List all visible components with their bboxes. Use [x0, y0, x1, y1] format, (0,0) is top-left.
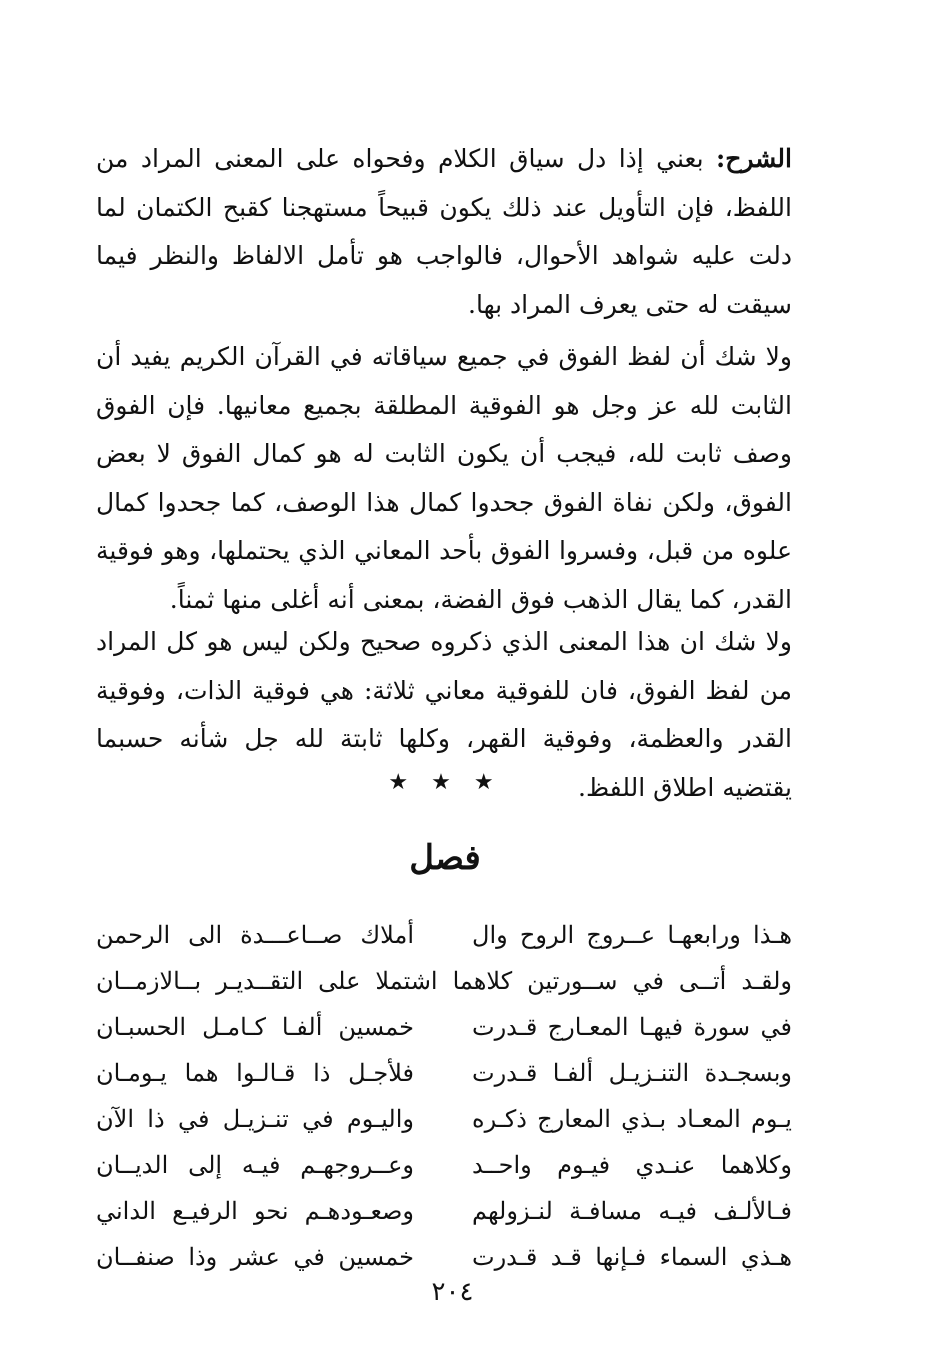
commentary-lead-word: الشرح: — [715, 144, 792, 173]
commentary-paragraph-1-text: بعني إذا دل سياق الكلام وفحواه على المعنى المراد من اللفظ، فإن التأويل عند ذلك يكون قبيحاً مستهجنا كقبح الكتمان لما دلت عليه شواهد الأحوال، فالواجب هو تأمل الالفاظ والنظر فيما سيقت له حتى يعرف المراد بها. — [96, 144, 792, 319]
verse-second-hemistich: أملاك صــاعـــدة الى الرحمن — [96, 921, 414, 949]
poem-verse — [96, 1142, 792, 1188]
commentary-paragraph-3: ولا شك ان هذا المعنى الذي ذكروه صحيح ولكن ليس هو كل المراد من لفظ الفوق، فان للفوقية معاني ثلاثة: هي فوقية الذات، وفوقية القدر والعظمة، وفوقية القهر، وكلها ثابتة لله جل شأنه حسبما يقتضيه اطلاق اللفظ. — [96, 627, 792, 802]
poem-verse — [96, 958, 792, 1004]
poem-verse — [96, 1188, 792, 1234]
verse-first-hemistich: وكلاهما عنـدي فيـوم واحــد — [472, 1151, 792, 1179]
verse-second-hemistich: وصعـودهـم نحو الرفيـع الداني — [96, 1197, 414, 1225]
verse-second-hemistich: وعــروجهـم فيـه إلى الديــان — [96, 1151, 414, 1179]
verse-second-hemistich: خمسين في عشر وذا صنفــان — [96, 1243, 414, 1271]
page-number: ٢٠٤ — [431, 1277, 474, 1307]
poem-verse — [96, 1096, 792, 1142]
poem-verse — [96, 1050, 792, 1096]
verse-first-hemistich: هـذي السماء فـإنها قـد قـدرت — [472, 1243, 792, 1271]
verse-second-hemistich: خمسين ألفـا كـامـل الحسبـان — [96, 1013, 414, 1041]
verse-first-hemistich: يـوم المعـاد بـذي المعارج ذكـره — [472, 1105, 792, 1133]
verse-first-hemistich: فـالألـف فيـه مسافـة لنـزولهم — [472, 1197, 792, 1225]
verse-first-hemistich: هـذا ورابعهـا عــروج الروح وال — [472, 921, 792, 949]
poem-verse — [96, 1234, 792, 1280]
section-title: فصل — [409, 838, 481, 878]
poem — [96, 912, 792, 1280]
verse-second-hemistich: فلأجـل ذا قـالـوا هما يـومـان — [96, 1059, 414, 1087]
commentary-paragraph-2: ولا شك أن لفظ الفوق في جميع سياقاته في القرآن الكريم يفيد أن الثابت لله عز وجل هو الفوقية المطلقة بجميع معانيها. فإن الفوق وصف ثابت لله، فيجب أن يكون الثابت له هو كمال الفوق لا بعض الفوق، ولكن نفاة الفوق جحدوا كمال هذا الوصف، كما جحدوا كمال علوه من قبل، وفسروا الفوق بأحد المعاني الذي يحتملها، وهو فوقية القدر، كما يقال الذهب فوق الفضة، بمعنى أنه أغلى منها ثمناً. — [96, 342, 792, 614]
poem-verse — [96, 912, 792, 958]
commentary-paragraph-1 — [96, 135, 792, 329]
verse-full-line: ولقـد أتــى في ســورتين كلاهما اشتملا على التقــديـر بــالازمــان — [96, 967, 792, 995]
poem-verse — [96, 1004, 792, 1050]
verse-first-hemistich: في سورة فيهـا المعـارج قـدرت — [472, 1013, 792, 1041]
verse-first-hemistich: وبسجـدة التنـزيـل ألفـا قـدرت — [472, 1059, 792, 1087]
section-separator-stars: ★ ★ ★ — [388, 770, 502, 795]
verse-second-hemistich: واليـوم في تنـزيـل في ذا الآن — [96, 1105, 414, 1133]
